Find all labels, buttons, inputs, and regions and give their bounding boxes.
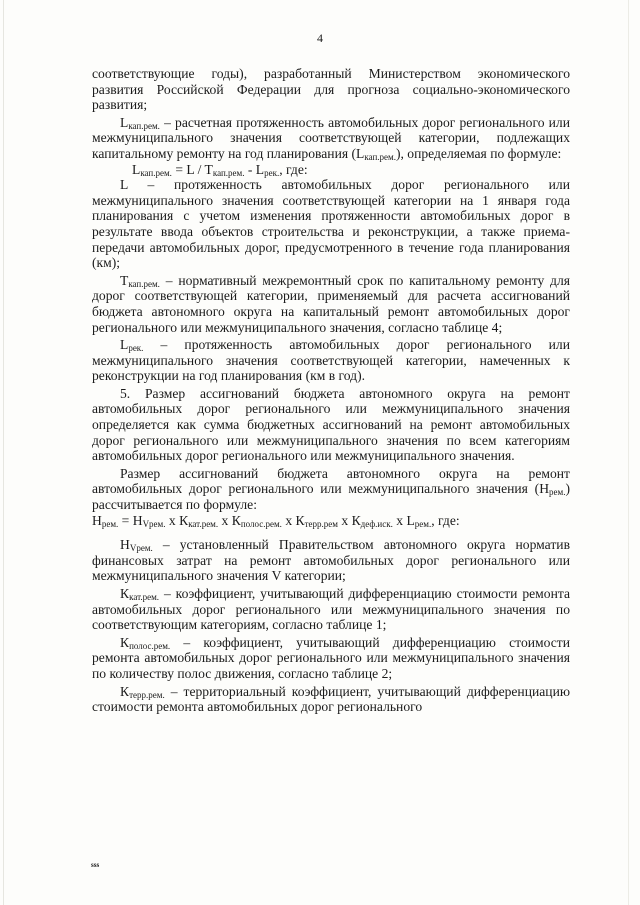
scan-edge-left xyxy=(3,0,4,905)
footer-code: sss xyxy=(91,861,100,869)
scan-edge-right xyxy=(628,0,629,905)
document-body xyxy=(92,66,570,715)
paragraph-continuation: соответствующие годы), разработанный Министерством экономического развития Российской Федерации для прогноза социально-экономического развития; xyxy=(92,66,570,113)
paragraph-item-5: 5. Размер ассигнований бюджета автономного округа на ремонт автомобильных дорог регионального или межмуниципального значения определяется как сумма бюджетных ассигнований на ремонт автомобильных дорог регионального или межмуниципального значения по всем категориям автомобильных дорог регионального или межмуниципального значения. xyxy=(92,385,570,464)
paragraph-l: L – протяженность автомобильных дорог регионального или межмуниципального значения соответствующей категории на 1 января года планирования с учетом изменения протяженности автомобильных дорог в результате ввода объектов строительства и реконструкции, а также приема-передачи автомобильных дорог, предусмотренного в течение года планирования (км); xyxy=(92,177,570,271)
formula-n-rem: $Н_{рем.} = Н_{Vрем.}$ x $К_{кат.рем.}$ x $К_{полос.рем.}$ x $К_{терр.рем}$ x $К_{деф.иск.}$ x $L_{рем.}$, где: xyxy=(92,512,460,529)
paragraph-t-kap-rem: $T_{кап.рем.}$ – нормативный межремонтный срок по капитальному ремонту для дорог соответствующей категории, применяемый для расчета ассигнований бюджета автономного округа на капитальный ремонт автомобильных дорог регионального или межмуниципального значения, согласно таблице 4; xyxy=(92,272,570,335)
paragraph-k-polos-rem: $К_{полос.рем.}$ – коэффициент, учитывающий дифференциацию стоимости ремонта автомобильных дорог регионального или межмуниципального значения по количеству полос движения, согласно таблице 2; xyxy=(92,634,570,681)
paragraph-k-terr-rem: $К_{терр.рем.}$ – территориальный коэффициент, учитывающий дифференциацию стоимости ремонта автомобильных дорог регионального xyxy=(92,683,570,715)
paragraph-n-v-rem: $Н_{Vрем.}$ – установленный Правительством автономного округа норматив финансовых затрат на ремонт автомобильных дорог регионального или межмуниципального значения V категории; xyxy=(92,537,570,584)
paragraph-l-rek: $L_{рек.}$ – протяженность автомобильных дорог регионального или межмуниципального значения соответствующей категории, намеченных к реконструкции на год планирования (км в год). xyxy=(92,337,570,384)
page-number: 4 xyxy=(317,31,323,45)
paragraph-l-kap-rem: $L_{кап.рем.}$ – расчетная протяженность автомобильных дорог регионального или межмуниципального значения соответствующей категории, подлежащих капитальному ремонту на год планирования $(L_{кап.рем.})$, определяемая по формуле: xyxy=(92,114,570,162)
paragraph-n-rem: Размер ассигнований бюджета автономного округа на ремонт автомобильных дорог регионального или межмуниципального значения $(Н_{рем.})$ рассчитывается по формуле: xyxy=(92,465,570,513)
formula-l-kap-rem: $L_{кап.рем.} = L / T_{кап.рем.} - L_{рек.}$, где: xyxy=(132,161,308,178)
paragraph-k-kat-rem: $К_{кат.рем.}$ – коэффициент, учитывающий дифференциацию стоимости ремонта автомобильных дорог регионального или межмуниципального значения по соответствующим категориям, согласно таблице 1; xyxy=(92,586,570,633)
